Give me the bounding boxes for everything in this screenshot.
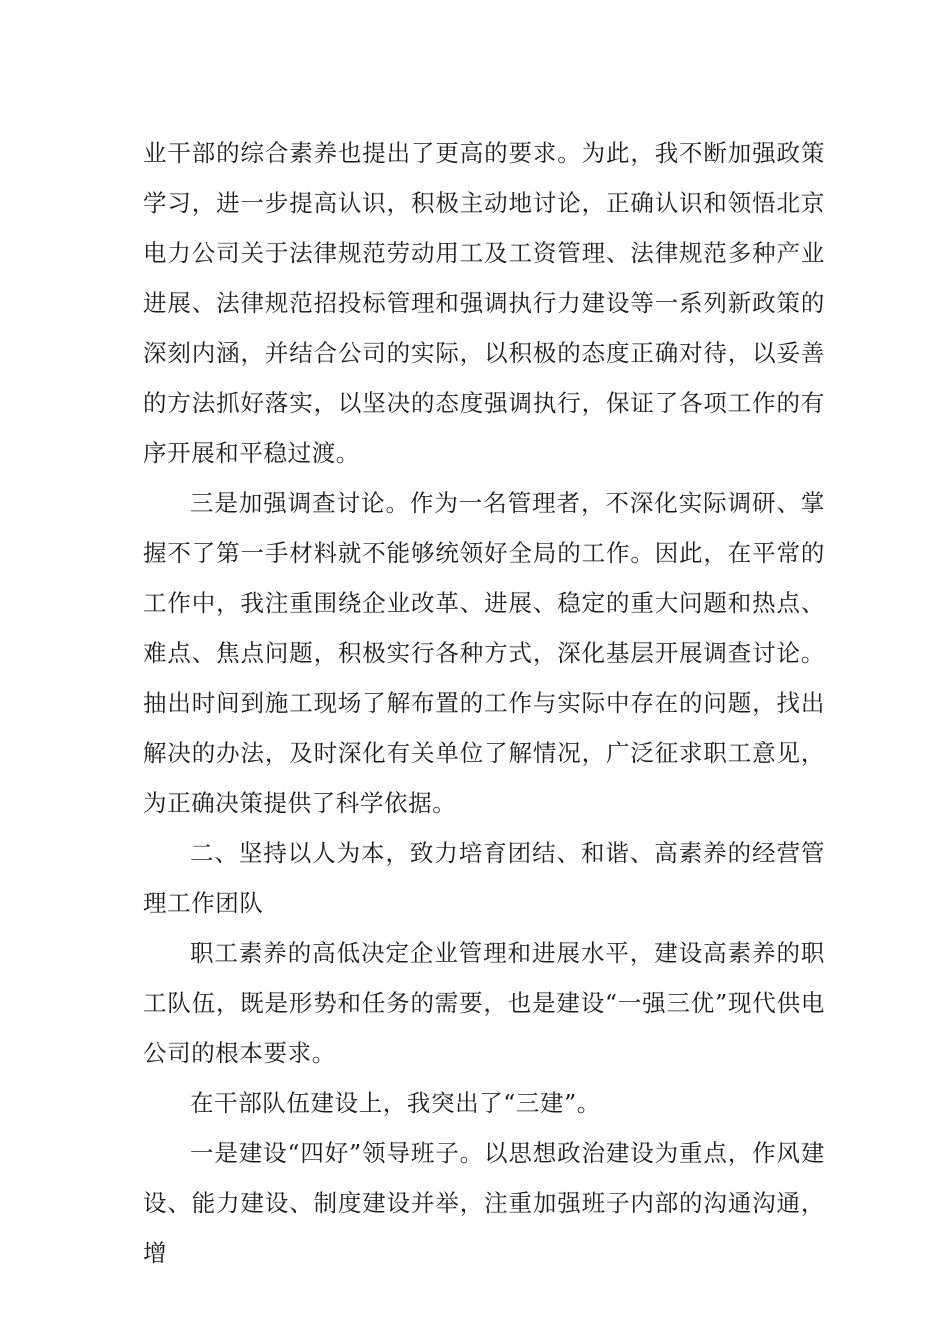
section-heading-two: 二、坚持以人为本，致力培育团结、和谐、高素养的经营管理工作团队	[143, 839, 825, 917]
paragraph-cadre-building: 在干部队伍建设上，我突出了“三建”。	[190, 1089, 601, 1117]
paragraph-leadership-team: 一是建设“四好”领导班子。以思想政治建设为重点，作风建设、能力建设、制度建设并举，注重加强班子内部的沟通沟通，增	[143, 1139, 825, 1267]
paragraph-continuation: 业干部的综合素养也提出了更高的要求。为此，我不断加强政策学习，进一步提高认识，积极主动地讨论，正确认识和领悟北京电力公司关于法律规范劳动用工及工资管理、法律规范多种产业进展、法律规范招投标管理和强调执行力建设等一系列新政策的深刻内涵，并结合公司的实际，以积极的态度正确对待，以妥善的方法抓好落实，以坚决的态度强调执行，保证了各项工作的有序开展和平稳过渡。	[143, 139, 825, 467]
document-body	[143, 128, 825, 1278]
paragraph-investigation: 三是加强调查讨论。作为一名管理者，不深化实际调研、掌握不了第一手材料就不能够统领好全局的工作。因此，在平常的工作中，我注重围绕企业改革、进展、稳定的重大问题和热点、难点、焦点问题，积极实行各种方式，深化基层开展调查讨论。抽出时间到施工现场了解布置的工作与实际中存在的问题，找出解决的办法，及时深化有关单位了解情况，广泛征求职工意见，为正确决策提供了科学依据。	[143, 489, 825, 817]
paragraph-staff-quality: 职工素养的高低决定企业管理和进展水平，建设高素养的职工队伍，既是形势和任务的需要，也是建设“一强三优”现代供电公司的根本要求。	[143, 939, 825, 1067]
